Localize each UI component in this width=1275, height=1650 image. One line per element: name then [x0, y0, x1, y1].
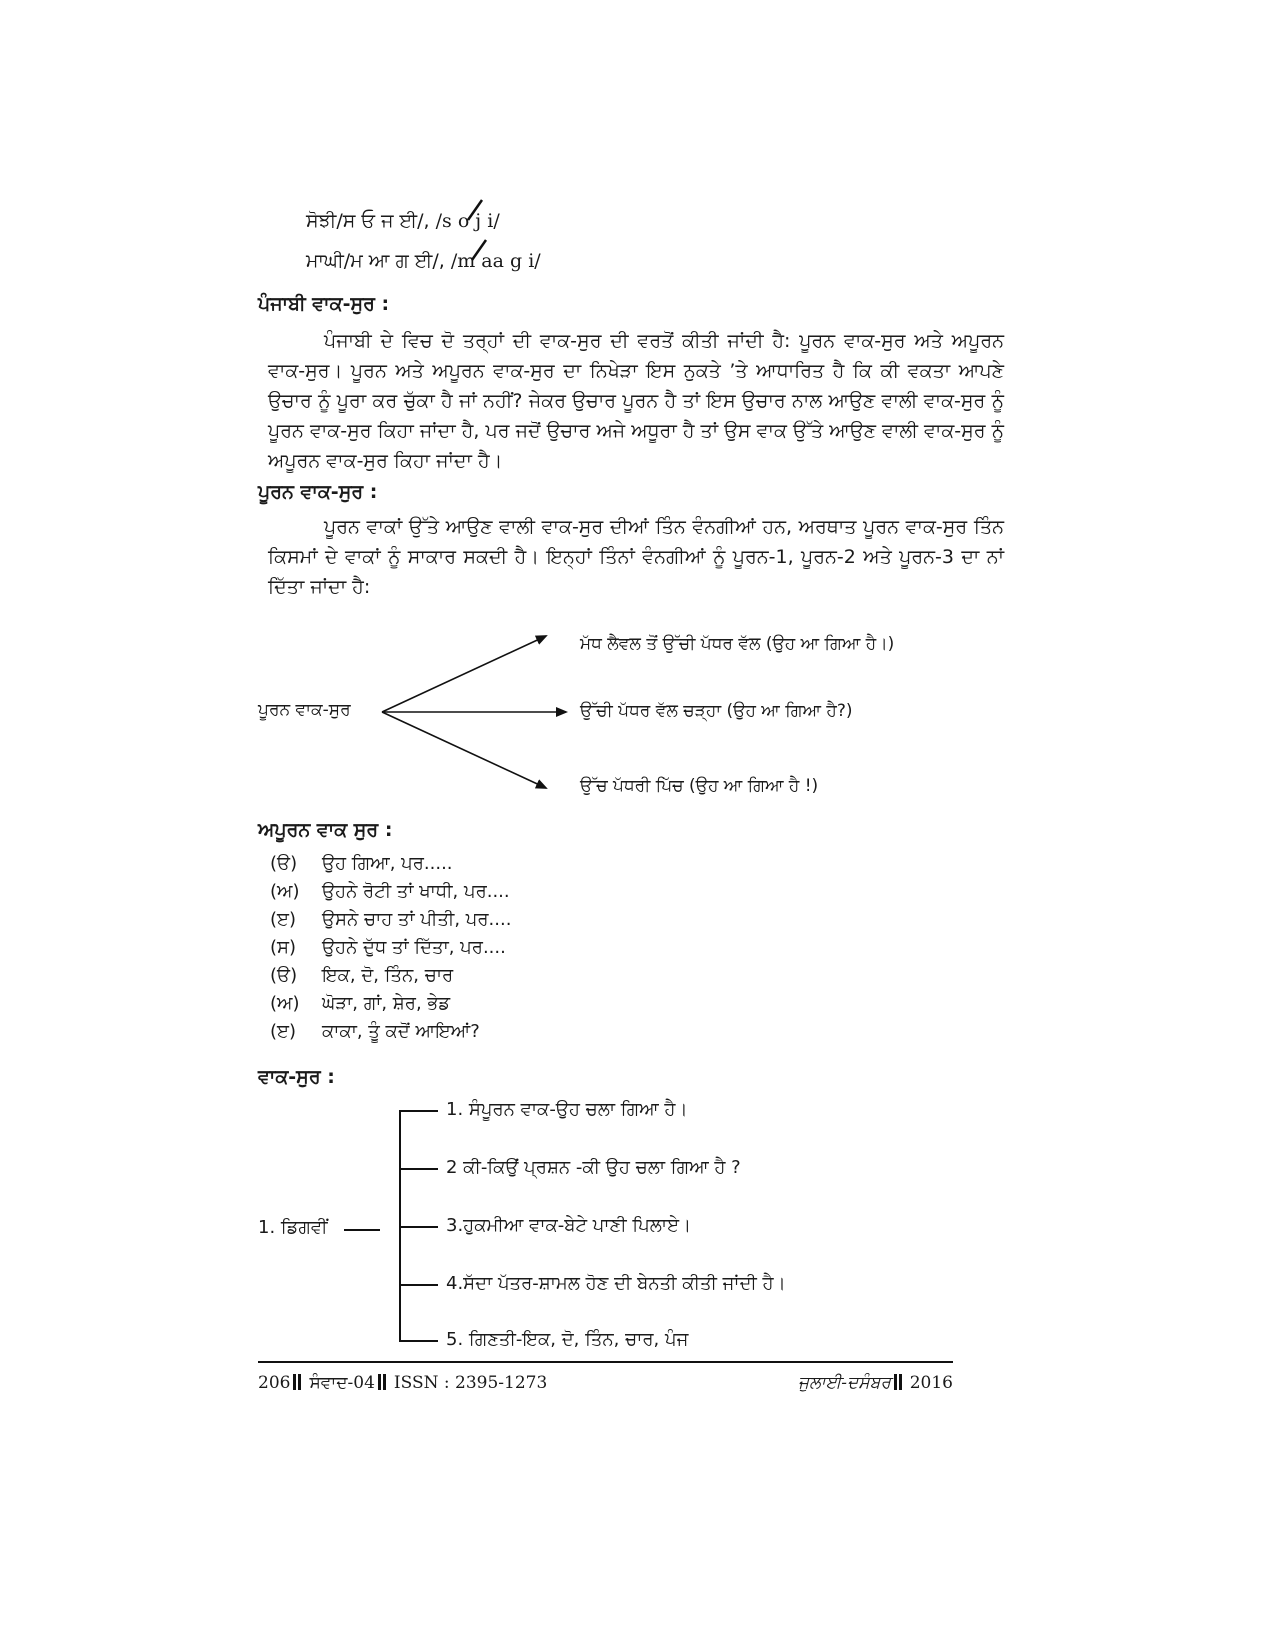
- page-number: 206: [258, 1373, 291, 1393]
- tree-branch-label: 2 ਕੀ-ਕਿਉਂ ਪ੍ਰਸ਼ਨ -ਕੀ ਉਹ ਚਲਾ ਗਿਆ ਹੈ ?: [446, 1157, 741, 1178]
- diagram-branch-rising: ਮੱਧ ਲੈਵਲ ਤੋਂ ਉੱਚੀ ਪੱਧਰ ਵੱਲ (ਉਹ ਆ ਗਿਆ ਹੈ।): [580, 634, 895, 654]
- list-text: ਕਾਕਾ, ਤੂੰ ਕਦੋਂ ਆਇਆਂ?: [322, 1021, 480, 1042]
- issn: ISSN : 2395-1273: [393, 1373, 548, 1393]
- list-marker: (ੲ): [270, 909, 297, 930]
- paragraph-1-text: ਪੰਜਾਬੀ ਦੇ ਵਿਚ ਦੋ ਤਰ੍ਹਾਂ ਦੀ ਵਾਕ-ਸੁਰ ਦੀ ਵਰਤੋਂ ਕੀਤੀ ਜਾਂਦੀ ਹੈ: ਪੂਰਨ ਵਾਕ-ਸੁਰ ਅਤੇ ਅਪੂਰਨ ਵਾਕ-ਸੁਰ। ਪੂਰਨ ਅਤੇ ਅਪੂਰਨ ਵਾਕ-ਸੁਰ ਦਾ ਨਿਖੇੜਾ ਇਸ ਨੁਕਤੇ ’ਤੇ ਆਧਾਰਿਤ ਹੈ ਕਿ ਕੀ ਵਕਤਾ ਆਪਣੇ ਉਚਾਰ ਨੂੰ ਪੂਰਾ ਕਰ ਚੁੱਕਾ ਹੈ ਜਾਂ ਨਹੀਂ? ਜੇਕਰ ਉਚਾਰ ਪੂਰਨ ਹੈ ਤਾਂ ਇਸ ਉਚਾਰ ਨਾਲ ਆਉਣ ਵਾਲੀ ਵਾਕ-ਸੁਰ ਨੂੰ ਪੂਰਨ ਵਾਕ-ਸੁਰ ਕਿਹਾ ਜਾਂਦਾ ਹੈ, ਪਰ ਜਦੋਂ ਉਚਾਰ ਅਜੇ ਅਧੂਰਾ ਹੈ ਤਾਂ ਉਸ ਵਾਕ ਉੱਤੇ ਆਉਣ ਵਾਲੀ ਵਾਕ-ਸੁਰ ਨੂੰ ਅਪੂਰਨ ਵਾਕ-ਸੁਰ ਕਿਹਾ ਜਾਂਦਾ ਹੈ।: [268, 330, 1004, 472]
- example-1-punjabi: ਸੋਝੀ/ਸ ਓ ਜ ਈ/,: [306, 210, 430, 232]
- list-text: ਉਹਨੇ ਰੋਟੀ ਤਾਂ ਖਾਧੀ, ਪਰ....: [322, 881, 510, 902]
- list-marker: (ਅ): [270, 881, 300, 902]
- footer-rule: [258, 1361, 953, 1363]
- tree-branch-label: 1. ਸੰਪੂਰਨ ਵਾਕ-ਉਹ ਚਲਾ ਗਿਆ ਹੈ।: [446, 1099, 688, 1120]
- footer-left: [258, 1373, 547, 1393]
- separator-bars-icon: [293, 1374, 303, 1390]
- example-2-ipa: /m aa g i/: [450, 250, 541, 272]
- example-1-ipa: /s o j i/: [435, 210, 500, 232]
- tree-branch-label: 3.ਹੁਕਮੀਆ ਵਾਕ-ਬੇਟੇ ਪਾਣੀ ਪਿਲਾਏ।: [446, 1215, 692, 1236]
- diagram-branch-question: ਉੱਚੀ ਪੱਧਰ ਵੱਲ ਚੜ੍ਹਾ (ਉਹ ਆ ਗਿਆ ਹੈ?): [580, 701, 853, 721]
- tree-root-label: 1. ਡਿਗਵੀਂ: [258, 1217, 328, 1238]
- footer-right: [798, 1373, 953, 1393]
- section-heading-sentence-intonation: ਵਾਕ-ਸੁਰ :: [258, 1066, 335, 1088]
- list-text: ਘੋੜਾ, ਗਾਂ, ਸ਼ੇਰ, ਭੇਡ: [322, 993, 451, 1014]
- issue-year: 2016: [909, 1373, 953, 1393]
- list-text: ਉਹ ਗਿਆ, ਪਰ.....: [322, 853, 453, 874]
- list-marker: (ਅ): [270, 993, 300, 1014]
- issue-period: ਜੁਲਾਈ-ਦਸੰਬਰ: [798, 1373, 891, 1393]
- list-text: ਇਕ, ਦੋ, ਤਿੰਨ, ਚਾਰ: [322, 965, 454, 986]
- section-heading-complete-intonation: ਪੂਰਨ ਵਾਕ-ਸੁਰ :: [258, 481, 378, 503]
- list-text: ਉਸਨੇ ਚਾਹ ਤਾਂ ਪੀਤੀ, ਪਰ....: [322, 909, 512, 930]
- separator-bars-icon: [378, 1374, 388, 1390]
- section-heading-punjabi-intonation: ਪੰਜਾਬੀ ਵਾਕ-ਸੁਰ :: [258, 293, 390, 315]
- tree-branch-label: 5. ਗਿਣਤੀ-ਇਕ, ਦੋ, ਤਿੰਨ, ਚਾਰ, ਪੰਜ: [446, 1329, 689, 1350]
- example-2-punjabi: ਮਾਘੀ/ਮ ਆ ਗ ਈ/,: [306, 250, 445, 272]
- list-marker: (ੳ): [270, 853, 298, 874]
- separator-bars-icon: [894, 1374, 904, 1390]
- paragraph-2-text: ਪੂਰਨ ਵਾਕਾਂ ਉੱਤੇ ਆਉਣ ਵਾਲੀ ਵਾਕ-ਸੁਰ ਦੀਆਂ ਤਿੰਨ ਵੰਨਗੀਆਂ ਹਨ, ਅਰਥਾਤ ਪੂਰਨ ਵਾਕ-ਸੁਰ ਤਿੰਨ ਕਿਸਮਾਂ ਦੇ ਵਾਕਾਂ ਨੂੰ ਸਾਕਾਰ ਸਕਦੀ ਹੈ। ਇਨ੍ਹਾਂ ਤਿੰਨਾਂ ਵੰਨਗੀਆਂ ਨੂੰ ਪੂਰਨ-1, ਪੂਰਨ-2 ਅਤੇ ਪੂਰਨ-3 ਦਾ ਨਾਂ ਦਿੱਤਾ ਜਾਂਦਾ ਹੈ:: [268, 516, 1004, 598]
- list-text: ਉਹਨੇ ਦੁੱਧ ਤਾਂ ਦਿੱਤਾ, ਪਰ....: [322, 937, 506, 958]
- diagram-branch-high-pitch: ਉੱਚ ਪੱਧਰੀ ਪਿੱਚ (ਉਹ ਆ ਗਿਆ ਹੈ !): [580, 776, 819, 796]
- journal-name: ਸੰਵਾਦ-04: [309, 1373, 375, 1393]
- diagram-root-label: ਪੂਰਨ ਵਾਕ-ਸੁਰ: [258, 700, 351, 720]
- section-heading-incomplete-intonation: ਅਪੂਰਨ ਵਾਕ ਸੁਰ :: [258, 819, 393, 841]
- list-marker: (ੲ): [270, 1021, 297, 1042]
- list-marker: (ਸ): [270, 937, 297, 958]
- tree-branch-label: 4.ਸੱਦਾ ਪੱਤਰ-ਸ਼ਾਮਲ ਹੋਣ ਦੀ ਬੇਨਤੀ ਕੀਤੀ ਜਾਂਦੀ ਹੈ।: [446, 1273, 786, 1294]
- list-marker: (ੳ): [270, 965, 298, 986]
